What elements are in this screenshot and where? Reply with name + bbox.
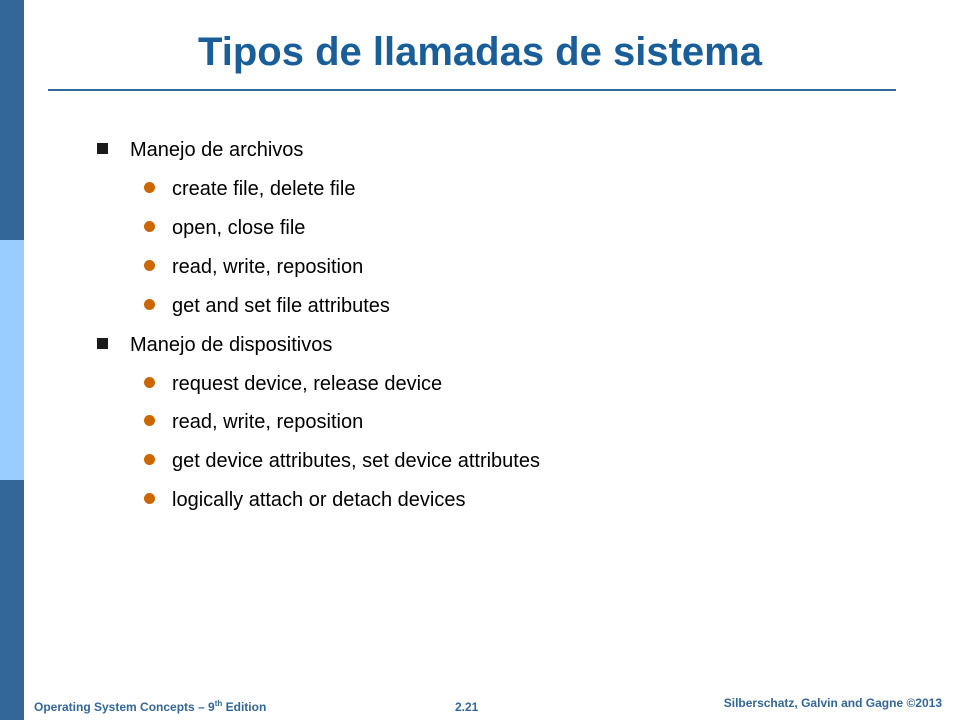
round-bullet-icon — [144, 493, 155, 504]
sub-bullet — [144, 370, 442, 398]
sub-bullet — [144, 253, 363, 281]
round-bullet-icon — [144, 260, 155, 271]
sub-bullet-text: get device attributes, set device attributes — [172, 450, 540, 472]
round-bullet-icon — [144, 182, 155, 193]
sub-bullet — [144, 408, 363, 436]
page-number: 2.21 — [455, 700, 479, 714]
round-bullet-icon — [144, 377, 155, 388]
round-bullet-icon — [144, 415, 155, 426]
sub-bullet — [144, 292, 390, 320]
bullet-heading-text: Manejo de dispositivos — [130, 334, 333, 356]
sub-bullet — [144, 486, 466, 514]
sub-bullet-text: read, write, reposition — [172, 411, 364, 433]
footer-edition-text: Edition — [222, 700, 267, 714]
footer-authors: Silberschatz, Galvin and Gagne ©2013 — [723, 696, 942, 710]
sub-bullet — [144, 214, 305, 242]
footer-book-title — [34, 700, 266, 714]
bullet-heading-text: Manejo de archivos — [130, 139, 304, 161]
square-bullet-icon — [97, 338, 108, 349]
sub-bullet-text: request device, release device — [172, 373, 443, 395]
sub-bullet — [144, 447, 540, 475]
sub-bullet-text: read, write, reposition — [172, 256, 364, 278]
bullet-heading — [97, 136, 303, 164]
sub-bullet-text: logically attach or detach devices — [172, 489, 466, 511]
sub-bullet-text: get and set file attributes — [172, 295, 390, 317]
sub-bullet-text: open, close file — [172, 217, 306, 239]
sub-bullet-text: create file, delete file — [172, 178, 356, 200]
round-bullet-icon — [144, 454, 155, 465]
slide-title: Tipos de llamadas de sistema — [198, 30, 762, 74]
footer-edition-sup: th — [214, 699, 223, 708]
sub-bullet — [144, 175, 355, 203]
round-bullet-icon — [144, 299, 155, 310]
bullet-heading — [97, 331, 332, 359]
square-bullet-icon — [97, 143, 108, 154]
round-bullet-icon — [144, 221, 155, 232]
footer-book-title-text: Operating System Concepts – 9 — [34, 700, 215, 714]
